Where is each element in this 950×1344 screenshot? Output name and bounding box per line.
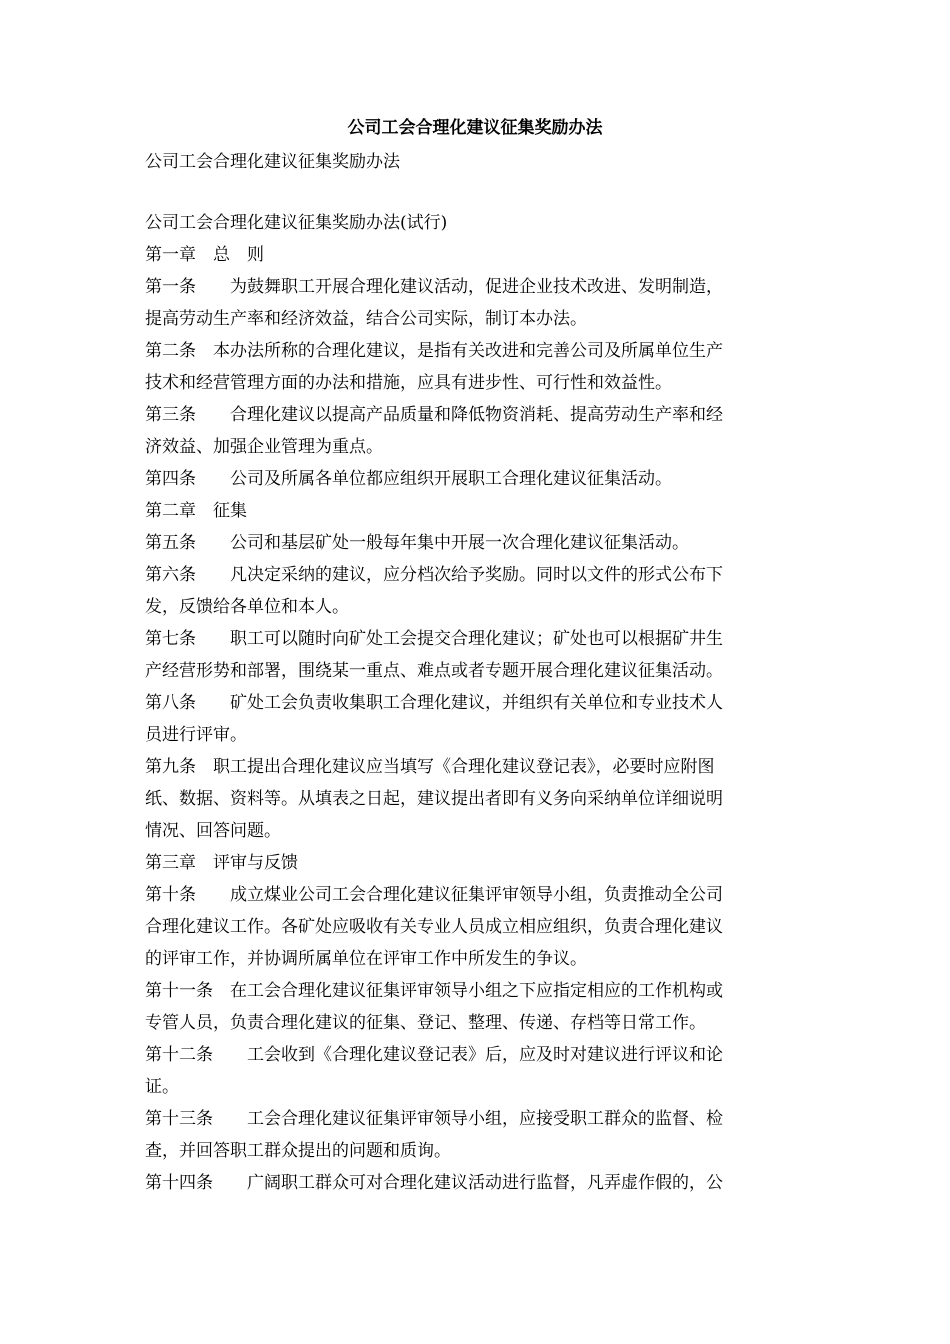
article-line: 第四条 公司及所属各单位都应组织开展职工合理化建议征集活动。	[145, 469, 672, 489]
article-line: 第十二条 工会收到《合理化建议登记表》后，应及时对建议进行评议和论	[145, 1045, 723, 1065]
chapter-heading: 第三章 评审与反馈	[145, 853, 298, 873]
article-line: 提高劳动生产率和经济效益，结合公司实际，制订本办法。	[145, 309, 587, 329]
article-line: 第六条 凡决定采纳的建议，应分档次给予奖励。同时以文件的形式公布下	[145, 565, 723, 585]
document-body	[145, 146, 800, 1199]
article-line: 专管人员，负责合理化建议的征集、登记、整理、传递、存档等日常工作。	[145, 1013, 706, 1033]
article-line: 员进行评审。	[145, 725, 247, 745]
article-line: 情况、回答问题。	[145, 821, 281, 841]
article-line: 第七条 职工可以随时向矿处工会提交合理化建议；矿处也可以根据矿井生	[145, 629, 723, 649]
chapter-heading: 第二章 征集	[145, 501, 247, 521]
document-title: 公司工会合理化建议征集奖励办法	[347, 118, 603, 138]
article-line: 第十一条 在工会合理化建议征集评审领导小组之下应指定相应的工作机构或	[145, 981, 723, 1001]
article-line: 发，反馈给各单位和本人。	[145, 597, 349, 617]
article-line: 第八条 矿处工会负责收集职工合理化建议，并组织有关单位和专业技术人	[145, 693, 723, 713]
article-line: 第十条 成立煤业公司工会合理化建议征集评审领导小组，负责推动全公司	[145, 885, 723, 905]
article-line: 第五条 公司和基层矿处一般每年集中开展一次合理化建议征集活动。	[145, 533, 689, 553]
article-line: 产经营形势和部署，围绕某一重点、难点或者专题开展合理化建议征集活动。	[145, 661, 723, 681]
document-subtitle: 公司工会合理化建议征集奖励办法	[145, 152, 400, 172]
article-line: 第二条 本办法所称的合理化建议，是指有关改进和完善公司及所属单位生产	[145, 341, 723, 361]
article-line: 证。	[145, 1077, 179, 1097]
article-line: 第一条 为鼓舞职工开展合理化建议活动，促进企业技术改进、发明制造，	[145, 277, 723, 297]
article-line: 合理化建议工作。各矿处应吸收有关专业人员成立相应组织，负责合理化建议	[145, 917, 723, 937]
article-line: 第九条 职工提出合理化建议应当填写《合理化建议登记表》，必要时应附图	[145, 757, 715, 777]
article-line: 第三条 合理化建议以提高产品质量和降低物资消耗、提高劳动生产率和经	[145, 405, 723, 425]
article-line: 查，并回答职工群众提出的问题和质询。	[145, 1141, 451, 1161]
article-line: 纸、数据、资料等。从填表之日起，建议提出者即有义务向采纳单位详细说明	[145, 789, 723, 809]
chapter-heading: 第一章 总 则	[145, 245, 264, 265]
article-line: 济效益、加强企业管理为重点。	[145, 437, 383, 457]
article-line: 第十四条 广阔职工群众可对合理化建议活动进行监督，凡弄虚作假的，公	[145, 1173, 723, 1193]
article-line: 第十三条 工会合理化建议征集评审领导小组，应接受职工群众的监督、检	[145, 1109, 723, 1129]
article-line: 技术和经营管理方面的办法和措施，应具有进步性、可行性和效益性。	[145, 373, 672, 393]
document-heading-trial: 公司工会合理化建议征集奖励办法(试行)	[145, 213, 448, 233]
blank-line	[145, 178, 800, 207]
article-line: 的评审工作，并协调所属单位在评审工作中所发生的争议。	[145, 949, 587, 969]
